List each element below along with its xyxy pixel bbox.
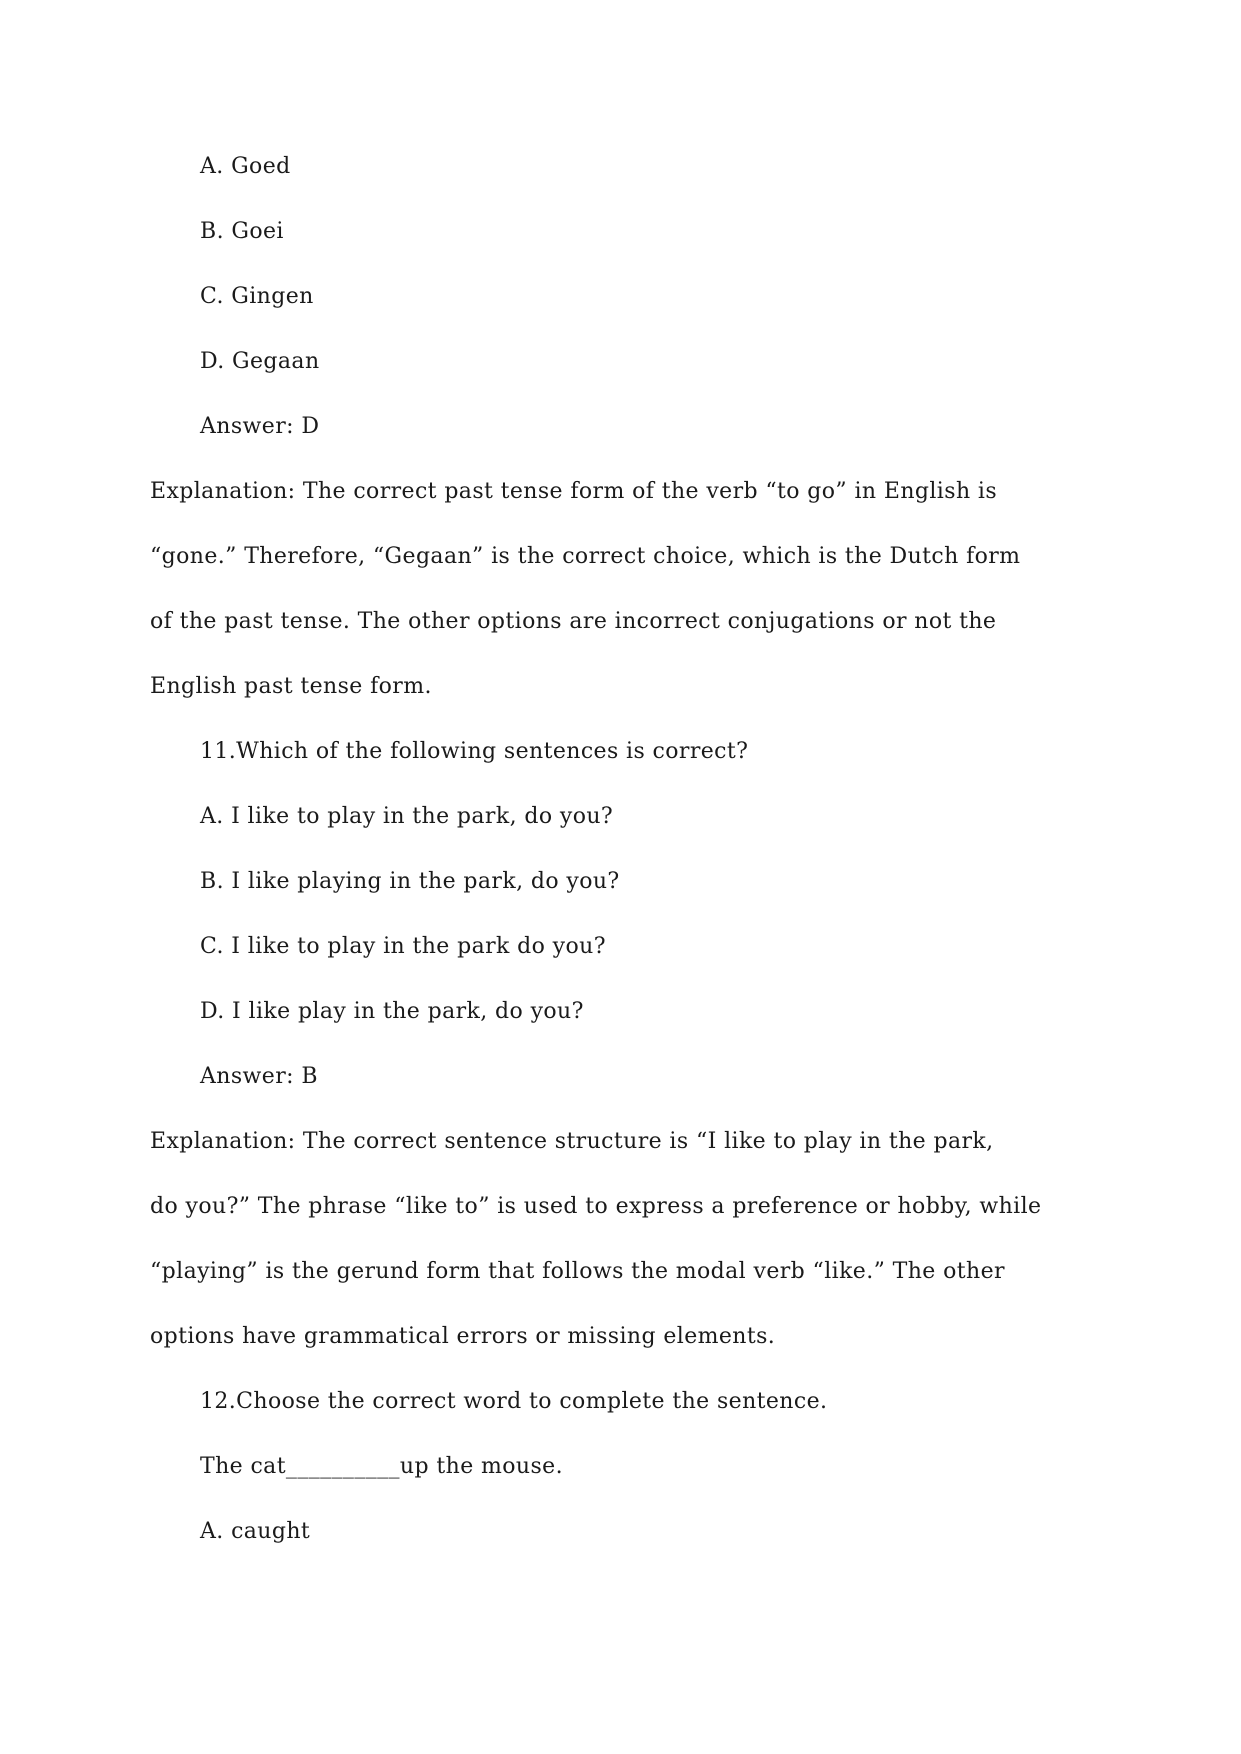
q10-option-a: A. Goed	[200, 154, 291, 179]
q10-option-c: C. Gingen	[200, 284, 314, 309]
q10-answer: Answer: D	[200, 414, 320, 439]
q11-explanation-line-1: Explanation: The correct sentence structure is “I like to play in the park,	[150, 1129, 994, 1154]
q12-option-a: A. caught	[200, 1519, 311, 1544]
q10-explanation-line-1: Explanation: The correct past tense form of the verb “to go” in English is	[150, 479, 998, 504]
q10-explanation-line-4: English past tense form.	[150, 674, 432, 699]
q10-explanation-line-3: of the past tense. The other options are incorrect conjugations or not the	[150, 609, 997, 634]
q10-option-d: D. Gegaan	[200, 349, 320, 374]
q10-option-b: B. Goei	[200, 219, 284, 244]
q12-question: 12.Choose the correct word to complete the sentence.	[200, 1389, 828, 1414]
q11-explanation-line-4: options have grammatical errors or missing elements.	[150, 1324, 776, 1349]
q11-answer: Answer: B	[200, 1064, 318, 1089]
q11-option-d: D. I like play in the park, do you?	[200, 999, 584, 1024]
q12-sentence: The cat__________up the mouse.	[200, 1454, 563, 1479]
q10-explanation-line-2: “gone.” Therefore, “Gegaan” is the correct choice, which is the Dutch form	[150, 544, 1021, 569]
q11-question: 11.Which of the following sentences is correct?	[200, 739, 749, 764]
q11-option-b: B. I like playing in the park, do you?	[200, 869, 620, 894]
q11-explanation-line-3: “playing” is the gerund form that follows the modal verb “like.” The other	[150, 1259, 1005, 1284]
q11-option-a: A. I like to play in the park, do you?	[200, 804, 614, 829]
q11-option-c: C. I like to play in the park do you?	[200, 934, 606, 959]
q11-explanation-line-2: do you?” The phrase “like to” is used to express a preference or hobby, while	[150, 1194, 1042, 1219]
